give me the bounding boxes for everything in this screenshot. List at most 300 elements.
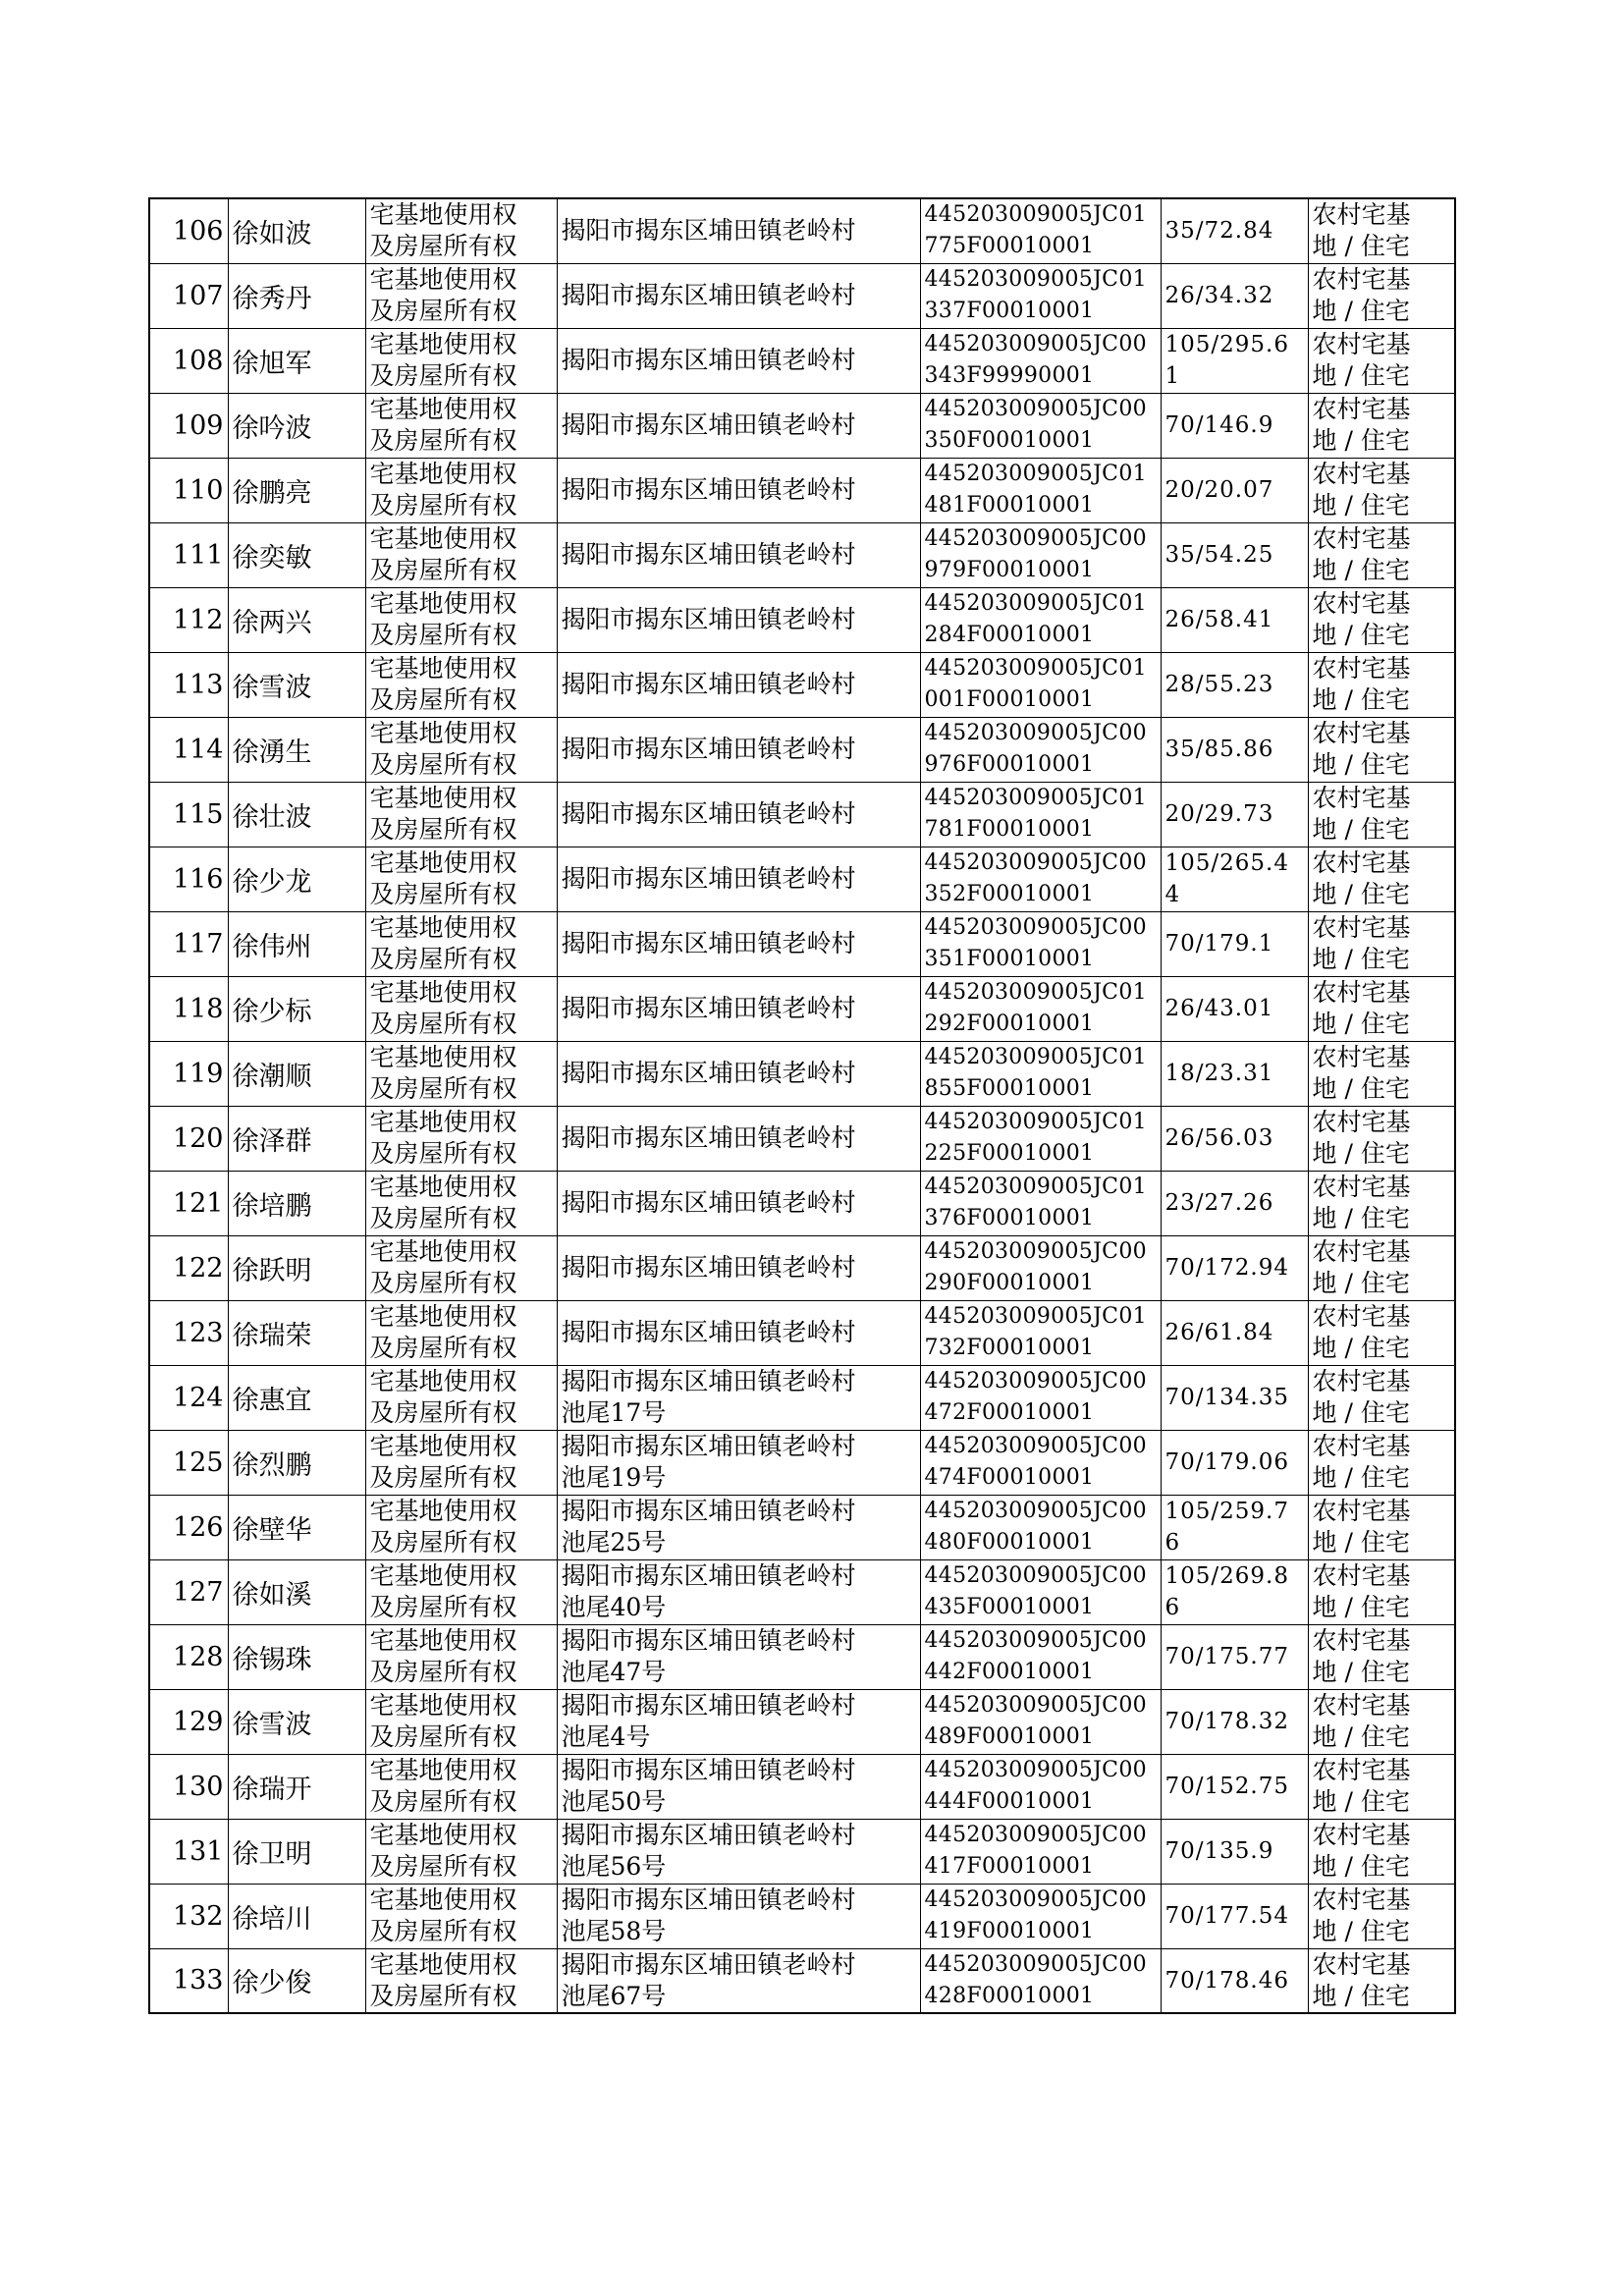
unit-code-line: 352F00010001 (924, 882, 1095, 906)
area-line: 70/178.46 (1164, 1967, 1289, 1994)
right-type-line: 及房屋所有权 (369, 1787, 517, 1816)
table-row (149, 198, 1455, 263)
land-use-cell (1308, 1235, 1455, 1300)
area-line: 70/152.75 (1164, 1774, 1289, 1799)
owner-name-cell: 徐如波 (228, 198, 365, 263)
land-use-line: 地 / 住宅 (1312, 685, 1410, 714)
right-type-cell (365, 976, 557, 1041)
right-type-line: 宅基地使用权 (369, 1367, 517, 1395)
unit-code-cell (920, 458, 1161, 522)
land-use-line: 农村宅基 (1312, 1302, 1411, 1331)
right-type-line: 及房屋所有权 (369, 297, 517, 325)
area-cell (1161, 1559, 1308, 1624)
land-use-line: 地 / 住宅 (1312, 1722, 1410, 1751)
land-use-line: 农村宅基 (1312, 1949, 1411, 1979)
land-use-line: 农村宅基 (1312, 1173, 1411, 1201)
area-line: 70/178.32 (1164, 1709, 1289, 1734)
table-row (149, 1689, 1455, 1754)
unit-code-line: 419F00010001 (924, 1919, 1095, 1943)
unit-code-cell (920, 1235, 1161, 1300)
owner-name-cell: 徐卫明 (228, 1819, 365, 1884)
unit-code-line: 445203009005JC01 (924, 462, 1147, 486)
address-cell (557, 847, 920, 911)
right-type-line: 及房屋所有权 (369, 1463, 517, 1492)
right-type-line: 及房屋所有权 (369, 621, 517, 649)
land-use-cell (1308, 1300, 1455, 1365)
land-use-line: 地 / 住宅 (1312, 1852, 1410, 1881)
unit-code-line: 445203009005JC00 (924, 397, 1147, 421)
address-line: 揭阳市揭东区埔田镇老岭村 (561, 216, 856, 246)
address-cell (557, 1430, 920, 1495)
area-cell (1161, 263, 1308, 328)
owner-name-cell: 徐少俊 (228, 1948, 365, 2013)
right-type-cell (365, 1365, 557, 1430)
land-use-line: 地 / 住宅 (1312, 1658, 1410, 1686)
area-cell (1161, 1430, 1308, 1495)
right-type-line: 及房屋所有权 (369, 1852, 517, 1881)
right-type-line: 宅基地使用权 (369, 524, 517, 553)
unit-code-cell (920, 328, 1161, 393)
unit-code-line: 445203009005JC01 (924, 1304, 1147, 1329)
unit-code-line: 442F00010001 (924, 1660, 1095, 1684)
right-type-cell (365, 1300, 557, 1365)
land-use-line: 地 / 住宅 (1312, 1074, 1410, 1103)
table-row (149, 1948, 1455, 2013)
address-line: 揭阳市揭东区埔田镇老岭村 (561, 1885, 856, 1914)
land-use-line: 农村宅基 (1312, 1756, 1411, 1784)
area-line: 35/85.86 (1164, 737, 1274, 762)
area-cell (1161, 717, 1308, 782)
right-type-cell (365, 1624, 557, 1689)
address-line: 揭阳市揭东区埔田镇老岭村 (561, 1367, 856, 1395)
unit-code-cell (920, 1884, 1161, 1948)
table-row (149, 1300, 1455, 1365)
unit-code-line: 445203009005JC00 (924, 1887, 1147, 1912)
area-line: 70/135.9 (1164, 1838, 1274, 1864)
unit-code-line: 290F00010001 (924, 1271, 1095, 1295)
unit-code-line: 292F00010001 (924, 1011, 1095, 1036)
address-cell (557, 1300, 920, 1365)
area-cell (1161, 328, 1308, 393)
area-cell (1161, 458, 1308, 522)
address-line: 揭阳市揭东区埔田镇老岭村 (561, 1949, 856, 1979)
address-cell (557, 976, 920, 1041)
address-cell (557, 1365, 920, 1430)
area-line: 70/134.35 (1164, 1385, 1289, 1410)
address-line: 池尾40号 (561, 1593, 667, 1621)
table-row (149, 1624, 1455, 1689)
land-use-cell (1308, 587, 1455, 652)
land-use-line: 地 / 住宅 (1312, 750, 1410, 779)
area-line: 70/172.94 (1164, 1255, 1289, 1281)
land-use-line: 地 / 住宅 (1312, 1010, 1410, 1038)
area-cell (1161, 522, 1308, 587)
right-type-cell (365, 1495, 557, 1559)
unit-code-cell (920, 1041, 1161, 1106)
land-use-line: 地 / 住宅 (1312, 232, 1410, 261)
unit-code-line: 781F00010001 (924, 817, 1095, 842)
right-type-line: 宅基地使用权 (369, 265, 517, 294)
unit-code-line: 445203009005JC00 (924, 1951, 1147, 1977)
land-use-cell (1308, 1754, 1455, 1819)
row-number-cell: 119 (149, 1041, 228, 1106)
address-line: 揭阳市揭东区埔田镇老岭村 (561, 670, 856, 698)
unit-code-line: 445203009005JC00 (924, 721, 1147, 745)
land-use-cell (1308, 976, 1455, 1041)
right-type-cell (365, 263, 557, 328)
table-row (149, 1495, 1455, 1559)
table-row (149, 782, 1455, 847)
land-use-line: 地 / 住宅 (1312, 815, 1410, 844)
unit-code-line: 481F00010001 (924, 493, 1095, 518)
area-line: 26/43.01 (1164, 996, 1274, 1021)
owner-name-cell: 徐瑞开 (228, 1754, 365, 1819)
unit-code-line: 445203009005JC01 (924, 1110, 1147, 1134)
land-use-line: 地 / 住宅 (1312, 1334, 1410, 1362)
unit-code-line: 480F00010001 (924, 1530, 1095, 1555)
right-type-cell (365, 1948, 557, 2013)
address-line: 池尾67号 (561, 1981, 667, 2010)
unit-code-line: 474F00010001 (924, 1465, 1095, 1490)
right-type-line: 及房屋所有权 (369, 945, 517, 973)
right-type-cell (365, 1041, 557, 1106)
unit-code-cell (920, 393, 1161, 458)
unit-code-cell (920, 1754, 1161, 1819)
right-type-line: 及房屋所有权 (369, 1204, 517, 1232)
property-rights-table (148, 197, 1456, 2014)
address-cell (557, 1235, 920, 1300)
address-cell (557, 782, 920, 847)
unit-code-line: 351F00010001 (924, 947, 1095, 971)
land-use-line: 地 / 住宅 (1312, 1204, 1410, 1232)
owner-name-cell: 徐两兴 (228, 587, 365, 652)
unit-code-line: 775F00010001 (924, 234, 1095, 259)
row-number-cell: 118 (149, 976, 228, 1041)
unit-code-line: 343F99990001 (924, 363, 1095, 388)
unit-code-line: 445203009005JC00 (924, 1239, 1147, 1264)
right-type-line: 及房屋所有权 (369, 750, 517, 779)
land-use-line: 农村宅基 (1312, 654, 1411, 683)
area-line: 35/72.84 (1164, 218, 1274, 245)
right-type-line: 宅基地使用权 (369, 460, 517, 488)
land-use-cell (1308, 1495, 1455, 1559)
row-number-cell: 129 (149, 1689, 228, 1754)
row-number-cell: 121 (149, 1171, 228, 1235)
area-line: 105/265.4 (1164, 850, 1289, 876)
land-use-line: 农村宅基 (1312, 330, 1411, 358)
land-use-line: 地 / 住宅 (1312, 1981, 1410, 2010)
address-line: 揭阳市揭东区埔田镇老岭村 (561, 346, 856, 374)
owner-name-cell: 徐跃明 (228, 1235, 365, 1300)
address-cell (557, 328, 920, 393)
row-number-cell: 130 (149, 1754, 228, 1819)
right-type-line: 及房屋所有权 (369, 1010, 517, 1038)
right-type-line: 及房屋所有权 (369, 1917, 517, 1945)
unit-code-line: 472F00010001 (924, 1400, 1095, 1425)
land-use-line: 农村宅基 (1312, 1626, 1411, 1655)
land-use-line: 地 / 住宅 (1312, 1398, 1410, 1427)
unit-code-line: 445203009005JC01 (924, 1175, 1147, 1199)
land-use-cell (1308, 328, 1455, 393)
address-line: 揭阳市揭东区埔田镇老岭村 (561, 1561, 856, 1590)
address-line: 揭阳市揭东区埔田镇老岭村 (561, 540, 856, 569)
land-use-line: 农村宅基 (1312, 1691, 1411, 1720)
address-line: 池尾58号 (561, 1917, 667, 1945)
table-row (149, 652, 1455, 717)
right-type-line: 及房屋所有权 (369, 815, 517, 844)
unit-code-line: 445203009005JC00 (924, 332, 1147, 356)
right-type-line: 宅基地使用权 (369, 848, 517, 877)
unit-code-cell (920, 1171, 1161, 1235)
area-line: 4 (1164, 882, 1181, 907)
unit-code-line: 445203009005JC00 (924, 1758, 1147, 1782)
right-type-line: 宅基地使用权 (369, 1043, 517, 1071)
unit-code-cell (920, 1106, 1161, 1171)
address-line: 揭阳市揭东区埔田镇老岭村 (561, 1318, 856, 1346)
right-type-line: 宅基地使用权 (369, 1173, 517, 1201)
row-number-cell: 126 (149, 1495, 228, 1559)
owner-name-cell: 徐秀丹 (228, 263, 365, 328)
unit-code-line: 435F00010001 (924, 1595, 1095, 1619)
area-cell (1161, 1365, 1308, 1430)
land-use-line: 地 / 住宅 (1312, 880, 1410, 908)
right-type-line: 宅基地使用权 (369, 978, 517, 1007)
right-type-cell (365, 911, 557, 976)
owner-name-cell: 徐伟州 (228, 911, 365, 976)
right-type-line: 及房屋所有权 (369, 1528, 517, 1557)
unit-code-line: 445203009005JC01 (924, 202, 1147, 228)
unit-code-cell (920, 1624, 1161, 1689)
address-line: 池尾25号 (561, 1528, 667, 1557)
area-line: 26/56.03 (1164, 1125, 1274, 1151)
address-line: 池尾56号 (561, 1852, 667, 1881)
right-type-line: 宅基地使用权 (369, 1626, 517, 1655)
land-use-line: 农村宅基 (1312, 395, 1411, 423)
right-type-cell (365, 587, 557, 652)
table-row (149, 587, 1455, 652)
land-use-cell (1308, 1106, 1455, 1171)
area-line: 26/61.84 (1164, 1320, 1274, 1345)
unit-code-line: 445203009005JC01 (924, 656, 1147, 681)
area-cell (1161, 587, 1308, 652)
land-use-line: 农村宅基 (1312, 1821, 1411, 1849)
right-type-cell (365, 1430, 557, 1495)
right-type-line: 宅基地使用权 (369, 913, 517, 942)
unit-code-cell (920, 1300, 1161, 1365)
area-line: 70/146.9 (1164, 412, 1274, 438)
land-use-cell (1308, 652, 1455, 717)
right-type-cell (365, 1754, 557, 1819)
right-type-line: 宅基地使用权 (369, 395, 517, 423)
right-type-line: 宅基地使用权 (369, 784, 517, 812)
land-use-cell (1308, 1430, 1455, 1495)
land-use-line: 地 / 住宅 (1312, 1528, 1410, 1557)
row-number-cell: 117 (149, 911, 228, 976)
area-cell (1161, 1041, 1308, 1106)
owner-name-cell: 徐旭军 (228, 328, 365, 393)
table-row (149, 393, 1455, 458)
area-cell (1161, 1171, 1308, 1235)
right-type-line: 宅基地使用权 (369, 719, 517, 747)
address-cell (557, 1948, 920, 2013)
table-row (149, 1106, 1455, 1171)
land-use-line: 农村宅基 (1312, 913, 1411, 942)
unit-code-line: 445203009005JC00 (924, 1563, 1147, 1588)
right-type-line: 宅基地使用权 (369, 1497, 517, 1525)
right-type-cell (365, 1819, 557, 1884)
unit-code-line: 445203009005JC01 (924, 1045, 1147, 1069)
right-type-line: 及房屋所有权 (369, 361, 517, 390)
right-type-line: 及房屋所有权 (369, 880, 517, 908)
address-cell (557, 911, 920, 976)
right-type-line: 及房屋所有权 (369, 1722, 517, 1751)
land-use-cell (1308, 1365, 1455, 1430)
land-use-line: 地 / 住宅 (1312, 945, 1410, 973)
row-number-cell: 111 (149, 522, 228, 587)
area-line: 18/23.31 (1164, 1061, 1274, 1086)
address-line: 揭阳市揭东区埔田镇老岭村 (561, 735, 856, 763)
address-cell (557, 1041, 920, 1106)
right-type-line: 及房屋所有权 (369, 1593, 517, 1621)
land-use-cell (1308, 198, 1455, 263)
land-use-line: 农村宅基 (1312, 524, 1411, 553)
right-type-cell (365, 652, 557, 717)
right-type-cell (365, 1171, 557, 1235)
unit-code-line: 428F00010001 (924, 1983, 1095, 2008)
unit-code-line: 445203009005JC00 (924, 1628, 1147, 1653)
land-use-cell (1308, 522, 1455, 587)
land-use-cell (1308, 847, 1455, 911)
address-line: 揭阳市揭东区埔田镇老岭村 (561, 1497, 856, 1525)
address-cell (557, 652, 920, 717)
land-use-line: 农村宅基 (1312, 1043, 1411, 1071)
row-number-cell: 125 (149, 1430, 228, 1495)
address-line: 揭阳市揭东区埔田镇老岭村 (561, 1188, 856, 1217)
address-line: 池尾17号 (561, 1398, 667, 1427)
table-row (149, 1559, 1455, 1624)
address-cell (557, 1171, 920, 1235)
land-use-line: 农村宅基 (1312, 460, 1411, 488)
row-number-cell: 115 (149, 782, 228, 847)
owner-name-cell: 徐培鹏 (228, 1171, 365, 1235)
unit-code-cell (920, 976, 1161, 1041)
area-line: 26/34.32 (1164, 283, 1274, 308)
address-line: 池尾47号 (561, 1658, 667, 1686)
owner-name-cell: 徐雪波 (228, 1689, 365, 1754)
land-use-line: 农村宅基 (1312, 719, 1411, 747)
address-line: 揭阳市揭东区埔田镇老岭村 (561, 1626, 856, 1655)
owner-name-cell: 徐壮波 (228, 782, 365, 847)
unit-code-cell (920, 198, 1161, 263)
address-line: 池尾19号 (561, 1463, 667, 1492)
right-type-line: 宅基地使用权 (369, 1949, 517, 1979)
right-type-cell (365, 328, 557, 393)
land-use-cell (1308, 1041, 1455, 1106)
row-number-cell: 124 (149, 1365, 228, 1430)
area-line: 105/259.7 (1164, 1499, 1289, 1524)
address-line: 揭阳市揭东区埔田镇老岭村 (561, 1123, 856, 1152)
area-line: 28/55.23 (1164, 672, 1274, 697)
row-number-cell: 133 (149, 1948, 228, 2013)
table-row (149, 1041, 1455, 1106)
land-use-line: 地 / 住宅 (1312, 297, 1410, 325)
row-number-cell: 131 (149, 1819, 228, 1884)
unit-code-line: 376F00010001 (924, 1206, 1095, 1230)
right-type-line: 及房屋所有权 (369, 232, 517, 261)
address-line: 揭阳市揭东区埔田镇老岭村 (561, 1691, 856, 1720)
row-number-cell: 114 (149, 717, 228, 782)
right-type-cell (365, 1235, 557, 1300)
area-cell (1161, 911, 1308, 976)
land-use-line: 农村宅基 (1312, 589, 1411, 618)
right-type-line: 宅基地使用权 (369, 330, 517, 358)
row-number-cell: 116 (149, 847, 228, 911)
right-type-line: 及房屋所有权 (369, 685, 517, 714)
table-row (149, 522, 1455, 587)
land-use-line: 地 / 住宅 (1312, 1269, 1410, 1297)
area-line: 70/175.77 (1164, 1644, 1289, 1669)
unit-code-cell (920, 1689, 1161, 1754)
owner-name-cell: 徐少标 (228, 976, 365, 1041)
area-line: 105/269.8 (1164, 1563, 1289, 1589)
land-use-line: 农村宅基 (1312, 1497, 1411, 1525)
right-type-line: 宅基地使用权 (369, 654, 517, 683)
land-use-cell (1308, 717, 1455, 782)
right-type-line: 及房屋所有权 (369, 1981, 517, 2010)
row-number-cell: 113 (149, 652, 228, 717)
area-line: 105/295.6 (1164, 332, 1289, 357)
land-use-line: 农村宅基 (1312, 784, 1411, 812)
address-cell (557, 522, 920, 587)
row-number-cell: 127 (149, 1559, 228, 1624)
right-type-line: 宅基地使用权 (369, 1885, 517, 1914)
address-cell (557, 1819, 920, 1884)
area-cell (1161, 198, 1308, 263)
right-type-cell (365, 1884, 557, 1948)
land-use-line: 农村宅基 (1312, 1108, 1411, 1136)
right-type-line: 及房屋所有权 (369, 1269, 517, 1297)
owner-name-cell: 徐雪波 (228, 652, 365, 717)
unit-code-line: 445203009005JC01 (924, 591, 1147, 616)
address-cell (557, 1689, 920, 1754)
address-line: 揭阳市揭东区埔田镇老岭村 (561, 605, 856, 633)
area-line: 6 (1164, 1595, 1181, 1620)
land-use-line: 地 / 住宅 (1312, 1787, 1410, 1816)
table-row (149, 263, 1455, 328)
address-line: 揭阳市揭东区埔田镇老岭村 (561, 994, 856, 1022)
right-type-line: 及房屋所有权 (369, 491, 517, 519)
unit-code-line: 445203009005JC00 (924, 526, 1147, 551)
address-cell (557, 1495, 920, 1559)
unit-code-cell (920, 1495, 1161, 1559)
right-type-cell (365, 458, 557, 522)
unit-code-line: 350F00010001 (924, 428, 1095, 453)
owner-name-cell: 徐瑞荣 (228, 1300, 365, 1365)
land-use-line: 农村宅基 (1312, 1885, 1411, 1914)
land-use-cell (1308, 1884, 1455, 1948)
unit-code-line: 445203009005JC00 (924, 1434, 1147, 1458)
land-use-line: 地 / 住宅 (1312, 621, 1410, 649)
land-use-line: 农村宅基 (1312, 200, 1411, 230)
unit-code-line: 445203009005JC01 (924, 267, 1147, 292)
table-row (149, 328, 1455, 393)
area-cell (1161, 1300, 1308, 1365)
area-line: 70/179.06 (1164, 1449, 1289, 1475)
owner-name-cell: 徐烈鹏 (228, 1430, 365, 1495)
right-type-cell (365, 847, 557, 911)
right-type-line: 宅基地使用权 (369, 589, 517, 618)
table-row (149, 458, 1455, 522)
